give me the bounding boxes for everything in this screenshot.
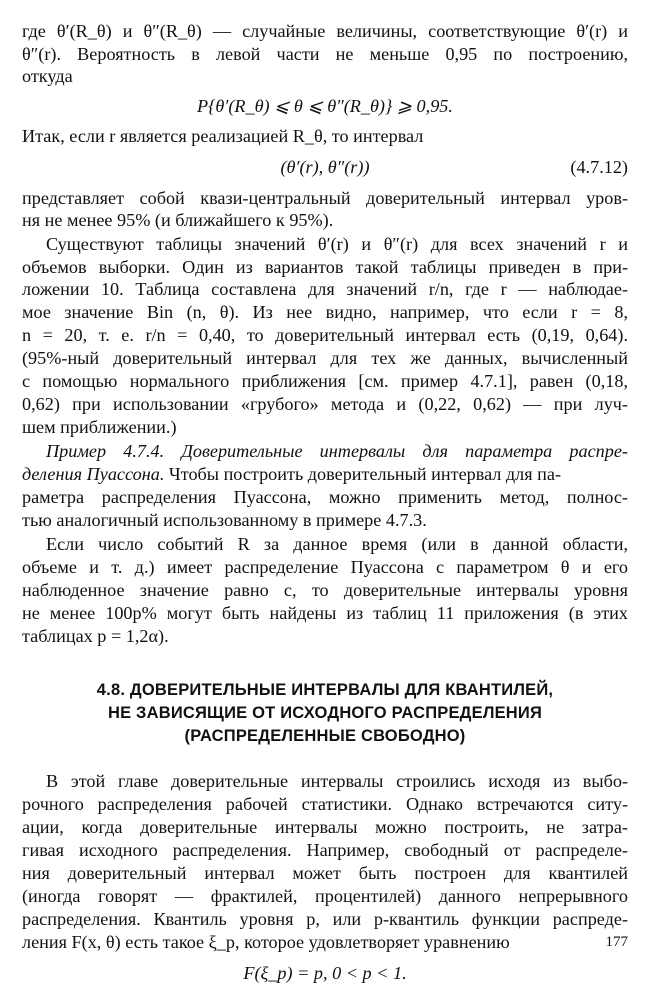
text-line: мое значение Bin (n, θ). Из нее видно, например, что если r = 8,	[22, 302, 628, 322]
text-line: ления F(x, θ) есть такое ξ_p, которое удовлетворяет уравнению	[22, 932, 510, 952]
text-line: объемов выборки. Один из вариантов такой таблицы приведен в при-	[22, 257, 628, 277]
text-line: (иногда говорят — фрактилей, процентилей) данного непрерывного	[22, 886, 628, 906]
text-line: не менее 100p% могут быть найдены из таблиц 11 приложения (в этих	[22, 603, 628, 623]
section-heading-line: НЕ ЗАВИСЯЩИЕ ОТ ИСХОДНОГО РАСПРЕДЕЛЕНИЯ	[107, 704, 543, 722]
text-line: таблицах p = 1,2α).	[22, 626, 169, 646]
formula: P{θ′(R_θ) ⩽ θ ⩽ θ″(R_θ)} ⩾ 0,95.	[197, 96, 453, 116]
equation-number: (4.7.12)	[570, 157, 628, 177]
text-line: ния доверительный интервал может быть построен для квантилей	[22, 863, 628, 883]
text-line: ложении 10. Таблица составлена для значений r/n, где r — наблюдае-	[22, 279, 628, 299]
text-line: ня не менее 95% (и ближайшего к 95%).	[22, 210, 334, 230]
page-number: 177	[605, 934, 628, 950]
text-line: шем приближении.)	[22, 417, 177, 437]
text-line: представляет собой квази-центральный доверительный интервал уров-	[22, 188, 628, 208]
text-line: 0,62) при использовании «грубого» метода и (0,22, 0,62) — при луч-	[22, 394, 628, 414]
text-line: В этой главе доверительные интервалы строились исходя из выбо-	[46, 771, 628, 791]
text-line: Итак, если r является реализацией R_θ, то интервал	[22, 126, 424, 146]
text-segment: Чтобы построить доверительный интервал для па-	[164, 464, 562, 484]
text-line: наблюденное значение равно c, то доверительные интервалы уровня	[22, 580, 628, 600]
text-line: раметра распределения Пуассона, можно применить метод, полнос-	[22, 487, 628, 507]
section-heading-line: (РАСПРЕДЕЛЕННЫЕ СВОБОДНО)	[184, 727, 466, 745]
example-title-end: деления Пуассона.	[22, 464, 165, 484]
formula-quantile: F(ξ_p) = p, 0 < p < 1.	[243, 963, 407, 983]
text-line: θ″(r). Вероятность в левой части не меньше 0,95 по построению,	[22, 44, 628, 64]
text-line: с помощью нормального приближения [см. пример 4.7.1], равен (0,18,	[22, 371, 628, 391]
text-line: Если число событий R за данное время (или в данной области,	[46, 534, 628, 554]
text-line: Существуют таблицы значений θ′(r) и θ″(r) для всех значений r и	[46, 234, 628, 254]
example-title: Пример 4.7.4. Доверительные интервалы для параметра распре-	[46, 441, 628, 461]
example-title-line	[22, 463, 628, 485]
text-line: n = 20, т. е. r/n = 0,40, то доверительный интервал есть (0,19, 0,64).	[22, 325, 628, 345]
text-line: гивая исходного распределения. Например, свободный от распределе-	[22, 840, 628, 860]
text-line: тью аналогичный использованному в примере 4.7.3.	[22, 510, 427, 530]
text-line: объеме и т. д.) имеет распределение Пуассона с параметром θ и его	[22, 557, 628, 577]
text-line: (95%-ный доверительный интервал для тех же данных, вычисленный	[22, 348, 628, 368]
text-line: где θ′(R_θ) и θ″(R_θ) — случайные величины, соответствующие θ′(r) и	[22, 21, 628, 41]
text-line: ации, когда доверительные интервалы можно построить, не затра-	[22, 817, 628, 837]
section-heading-line: 4.8. ДОВЕРИТЕЛЬНЫЕ ИНТЕРВАЛЫ ДЛЯ КВАНТИЛЕЙ,	[96, 681, 554, 699]
text-line: рочного распределения рабочей статистики. Однако встречаются ситу-	[22, 794, 628, 814]
text-line: откуда	[22, 66, 73, 86]
text-line: распределения. Квантиль уровня p, или p-квантиль функции распреде-	[22, 909, 628, 929]
formula-interval: (θ′(r), θ″(r))	[280, 157, 370, 177]
